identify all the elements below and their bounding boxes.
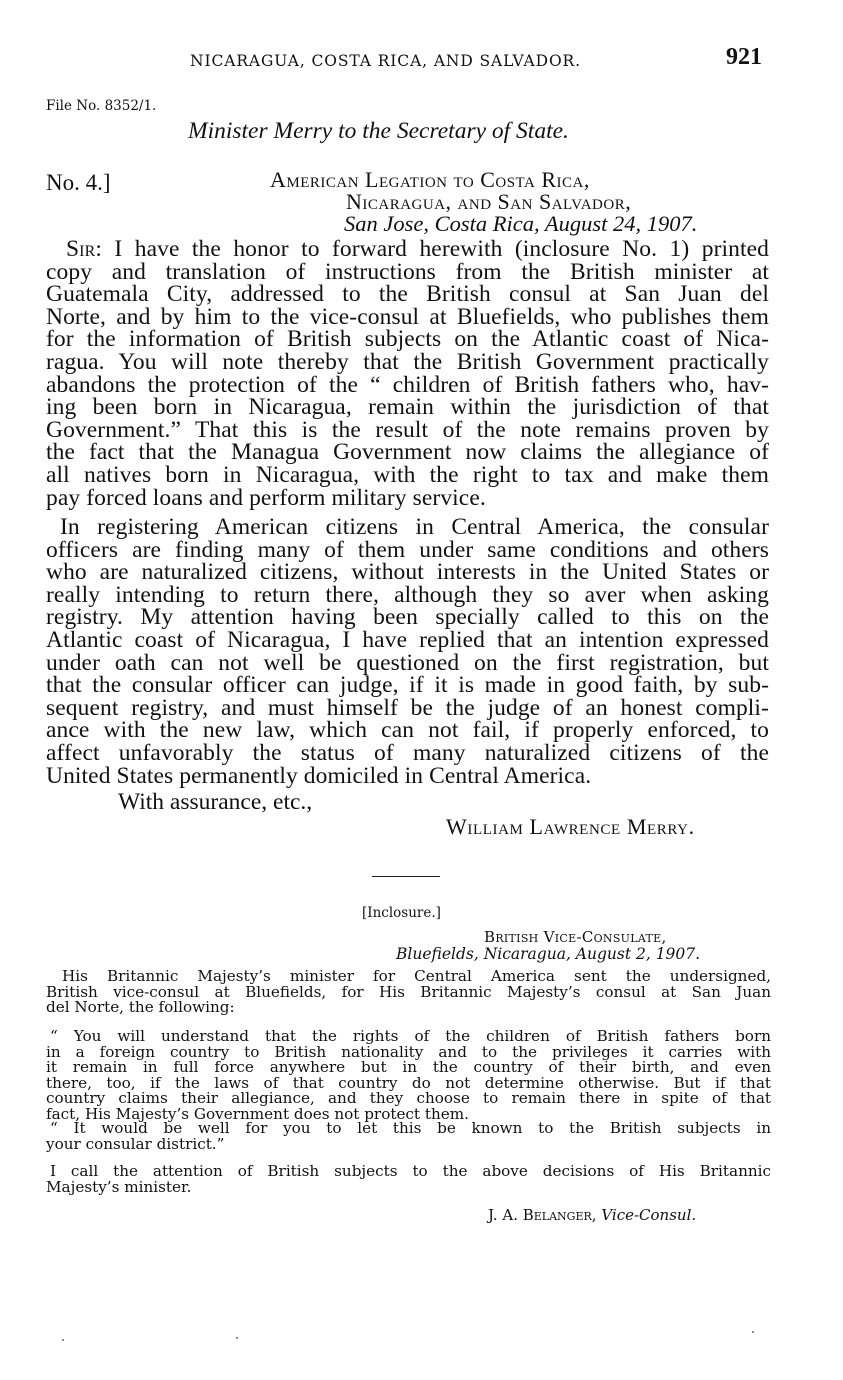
scan-speck (62, 1339, 64, 1341)
inclosure-paragraph-2: I call the attention of British subjects to the above decisions of His Britannic Majesty’s minister. (46, 1162, 771, 1196)
letter-date-line: San Jose, Costa Rica, August 24, 1907. (344, 211, 698, 236)
running-title: NICARAGUA, COSTA RICA, AND SALVADOR. (190, 52, 581, 70)
inclosure-signer: J. A. Belanger, (488, 1206, 597, 1224)
scan-speck (236, 1337, 238, 1339)
dispatch-number: No. 4.] (46, 170, 111, 195)
legation-address-line-2: Nicaragua, and San Salvador, (346, 189, 632, 214)
letter-signature: William Lawrence Merry. (446, 814, 695, 839)
consulate-place-date: Bluefields, Nicaragua, August 2, 1907. (396, 945, 701, 963)
inclosure-quote-2: “ It would be well for you to let this be known to the British subjects in your consular district.” (46, 1119, 771, 1153)
inclosure-paragraph-1: His Britannic Majesty’s minister for Central America sent the undersigned, British vice-consul at Bluefields, for His Britannic Majesty’s consul at San Juan del Norte, the following: (46, 967, 771, 1017)
salutation: Sir (66, 236, 96, 262)
inclosure-quote-1: “ You will understand that the rights of the children of British fathers born in a foreign country to British nationality and to the privileges it carries with it remain in full force anywhere but in the country of their birth, and even there, too, if the laws of that country do not determine otherwise. But if that country claims their allegiance, and they choose to remain there in spite of that fact, His Majesty’s Government does not protect them. (46, 1027, 771, 1123)
document-title: Minister Merry to the Secretary of State. (188, 118, 569, 144)
scan-speck (752, 1331, 754, 1333)
inclosure-signer-title: Vice-Consul. (601, 1206, 697, 1224)
inclosure-signature (488, 1206, 696, 1224)
letter-closing: With assurance, etc., (118, 789, 313, 815)
inclosure-label: [Inclosure.] (362, 905, 441, 921)
letter-paragraph-2: In registering American citizens in Central America, the consular officers are finding many of them under same conditions and others who are naturalized citizens, without interests in the United States or really intending to return there, although they so aver when asking registry. My attention having been specially called to this on the Atlantic coast of Nicaragua, I have replied that an intention expressed under oath can not well be questioned on the first registration, but that the consular officer can judge, if it is made in good faith, by sub- sequent registry, and must himself be the judge of an honest compli- ance with the new law, which can not fail, if properly enforced, to affect unfavorably the status of many naturalized citizens of the United States permanently domiciled in Central America. (46, 514, 769, 789)
legation-address-line-1: American Legation to Costa Rica, (270, 167, 590, 192)
page-number: 921 (726, 44, 762, 70)
letter-paragraph-1: Sir: I have the honor to forward herewith (inclosure No. 1) printed copy and translation of instructions from the British minister at Guatemala City, addressed to the British consul at San Juan del Norte, and by him to the vice-consul at Bluefields, who publishes them for the information of British subjects on the Atlantic coast of Nica- ragua. You will note thereby that the British Government practically abandons the protection of the “ children of British fathers who, hav- ing been born in Nicaragua, remain within the jurisdiction of that Government.” That this is the result of the note remains proven by the fact that the Managua Government now claims the allegiance of all natives born in Nicaragua, with the right to tax and make them pay forced loans and perform military service. (46, 236, 769, 511)
file-number: File No. 8352/1. (46, 98, 157, 114)
section-divider (372, 876, 440, 877)
consulate-office: British Vice-Consulate, (484, 928, 667, 946)
